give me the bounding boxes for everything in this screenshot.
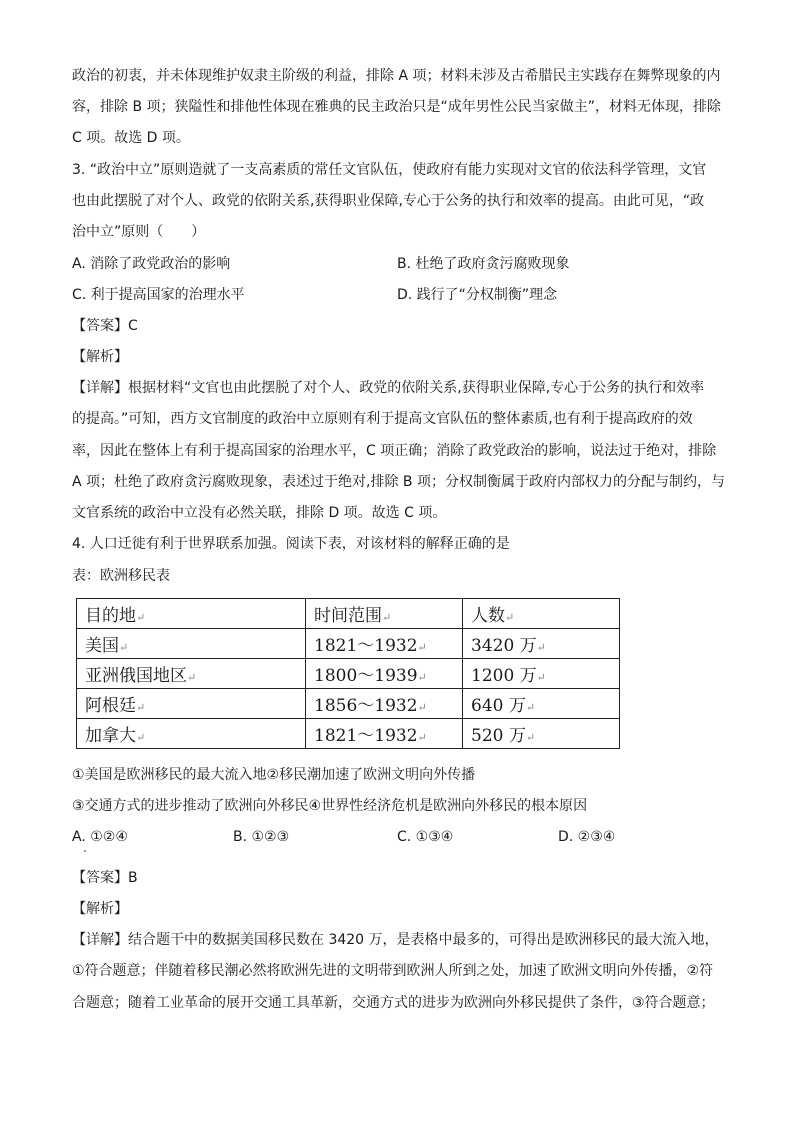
q4-option-a: A. ①②④ — [72, 829, 128, 845]
q3-option-c: C. 利于提高国家的治理水平 — [72, 287, 245, 303]
cell-count: 3420 万↵ — [463, 629, 620, 659]
cell-count: 1200 万↵ — [463, 659, 620, 689]
q3-stem-line-3: 治中立”原则（ ） — [72, 224, 206, 240]
prev-analysis-line-1: 政治的初衷，并未体现维护奴隶主阶级的利益，排除 A 项；材料未涉及古希腊民主实践存在舞弊现象的内 — [72, 68, 721, 84]
q4-option-b: B. ①②③ — [233, 829, 290, 845]
q4-statements-line-1: ①美国是欧洲移民的最大流入地②移民潮加速了欧洲文明向外传播 — [72, 767, 476, 783]
prev-analysis-line-3: C 项。故选 D 项。 — [72, 130, 190, 146]
cell-destination: 美国↵ — [77, 629, 306, 659]
q3-detail-line-5: 文官系统的政治中立没有必然关联，排除 D 项。故选 C 项。 — [72, 505, 447, 521]
q4-option-d: D. ②③④ — [558, 829, 616, 845]
answer-label: 【答案】 — [72, 870, 128, 886]
q3-option-a: A. 消除了政党政治的影响 — [72, 256, 231, 272]
q3-analysis-label: 【解析】 — [72, 349, 128, 365]
q4-statements-line-2: ③交通方式的进步推动了欧洲向外移民④世界性经济危机是欧洲向外移民的根本原因 — [72, 798, 588, 814]
table-header-row — [77, 599, 620, 629]
cell-time-range: 1821～1932↵ — [306, 719, 463, 749]
q4-stem: 4. 人口迁徙有利于世界联系加强。阅读下表，对该材料的解释正确的是 — [72, 536, 510, 552]
q4-detail-line-2: ①符合题意；伴随着移民潮必然将欧洲先进的文明带到欧洲人所到之处，加速了欧洲文明向外传播，②符 — [72, 963, 714, 979]
q3-option-d: D. 践行了“分权制衡”理念 — [397, 287, 558, 303]
q4-detail-line-1: 【详解】结合题干中的数据美国移民数在 3420 万，是表格中最多的，可得出是欧洲移民的最大流入地， — [72, 932, 719, 948]
q4-option-c: C. ①③④ — [397, 829, 454, 845]
cell-count: 640 万↵ — [463, 689, 620, 719]
cell-destination: 加拿大↵ — [77, 719, 306, 749]
cell-time-range: 1800～1939↵ — [306, 659, 463, 689]
cell-destination: 阿根廷↵ — [77, 689, 306, 719]
answer-value: B — [128, 870, 138, 886]
q3-detail-line-3: 率，因此在整体上有利于提高国家的治理水平，C 项正确；消除了政党政治的影响，说法过于绝对，排除 — [72, 443, 717, 459]
migration-table — [76, 598, 620, 749]
q3-option-b: B. 杜绝了政府贪污腐败现象 — [397, 256, 570, 272]
q3-detail-line-4: A 项；杜绝了政府贪污腐败现象，表述过于绝对,排除 B 项；分权制衡属于政府内部权力的分配与制约，与 — [72, 474, 725, 490]
table-row — [77, 659, 620, 689]
table-row — [77, 629, 620, 659]
answer-value: C — [128, 318, 138, 334]
q3-stem-line-2: 也由此摆脱了对个人、政党的依附关系,获得职业保障,专心于公务的执行和效率的提高。由此可见，“政 — [72, 193, 705, 209]
q3-answer — [72, 316, 138, 336]
header-destination: 目的地↵ — [77, 599, 306, 629]
cell-time-range: 1856～1932↵ — [306, 689, 463, 719]
answer-label: 【答案】 — [72, 318, 128, 334]
table-row — [77, 689, 620, 719]
stray-dot — [84, 850, 86, 852]
q4-answer — [72, 868, 138, 888]
header-time-range: 时间范围↵ — [306, 599, 463, 629]
table-caption: 表：欧洲移民表 — [72, 568, 170, 584]
table-row — [77, 719, 620, 749]
header-count: 人数↵ — [463, 599, 620, 629]
q3-stem-line-1: 3. “政治中立”原则造就了一支高素质的常任文官队伍，使政府有能力实现对文官的依法科学管理，文官 — [72, 162, 707, 178]
prev-analysis-line-2: 容，排除 B 项；狭隘性和排他性体现在雅典的民主政治只是“成年男性公民当家做主”，材料无体现，排除 — [72, 99, 722, 115]
cell-count: 520 万↵ — [463, 719, 620, 749]
cell-destination: 亚洲俄国地区↵ — [77, 659, 306, 689]
q4-analysis-label: 【解析】 — [72, 901, 128, 917]
q4-detail-line-3: 合题意；随着工业革命的展开交通工具革新，交通方式的进步为欧洲向外移民提供了条件，③符合题意； — [72, 995, 715, 1011]
q3-detail-line-1: 【详解】根据材料“文官也由此摆脱了对个人、政党的依附关系,获得职业保障,专心于公务的执行和效率 — [72, 380, 705, 396]
cell-time-range: 1821～1932↵ — [306, 629, 463, 659]
q3-detail-line-2: 的提高。”可知，西方文官制度的政治中立原则有利于提高文官队伍的整体素质,也有利于提高政府的效 — [72, 411, 693, 427]
